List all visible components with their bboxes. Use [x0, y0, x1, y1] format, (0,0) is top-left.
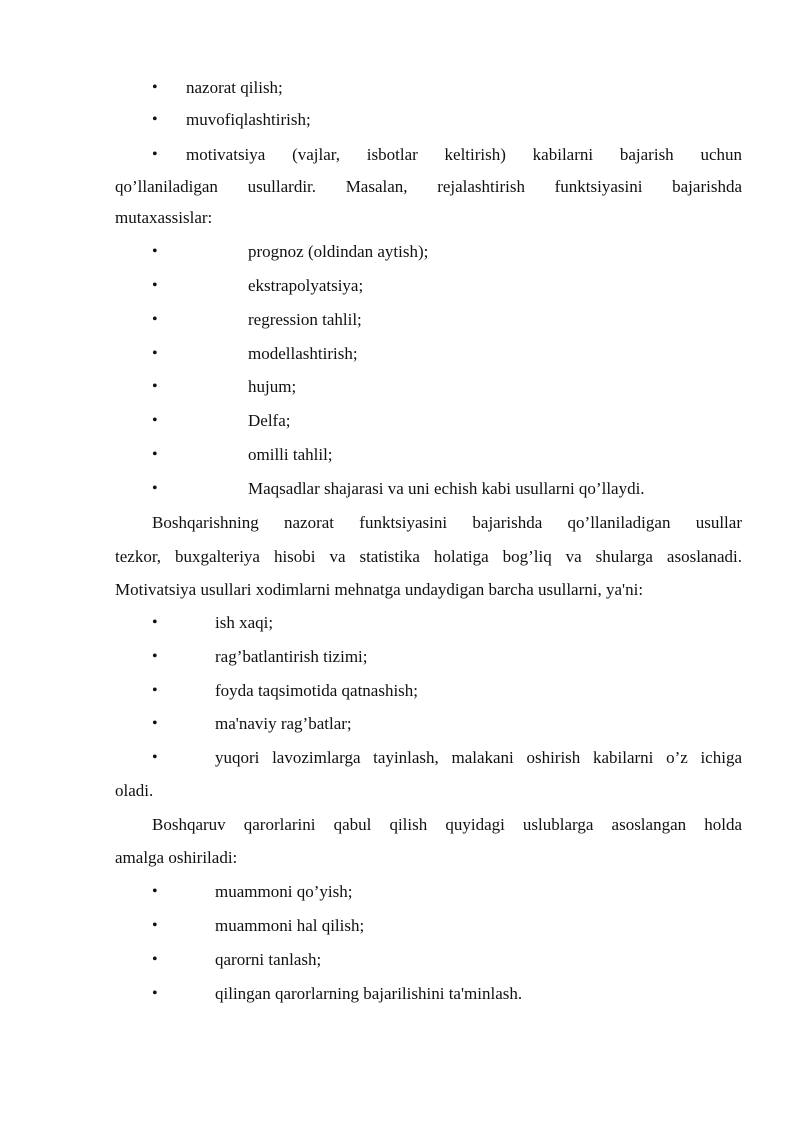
list-item: omilli tahlil; [248, 445, 333, 464]
paragraph-line: mutaxassislar: [115, 208, 213, 227]
list-item: Maqsadlar shajarasi va uni echish kabi usullarni qo’llaydi. [248, 479, 645, 498]
bullet: • [152, 614, 158, 631]
paragraph-line: amalga oshiriladi: [115, 848, 238, 867]
bullet: • [152, 715, 158, 732]
list-item: qarorni tanlash; [215, 950, 322, 969]
paragraph-line: Motivatsiya usullari xodimlarni mehnatga undaydigan barcha usullarni, ya'ni: [115, 580, 644, 599]
list-item: foyda taqsimotida qatnashish; [215, 681, 419, 700]
list-item: qilingan qarorlarning bajarilishini ta'minlash. [215, 984, 523, 1003]
bullet: • [152, 378, 158, 395]
bullet: • [152, 111, 158, 128]
bullet: • [152, 412, 158, 429]
bullet: • [152, 146, 158, 163]
list-item: rag’batlantirish tizimi; [215, 647, 368, 666]
paragraph-line: Boshqaruv qarorlarini qabul qilish quyidagi uslublarga asoslangan holda [152, 815, 742, 834]
list-item: Delfa; [248, 411, 291, 430]
list-item: yuqori lavozimlarga tayinlash, malakani oshirish kabilarni o’z ichiga [215, 748, 742, 767]
list-item: muvofiqlashtirish; [186, 110, 311, 129]
paragraph-line: Boshqarishning nazorat funktsiyasini bajarishda qo’llaniladigan usullar [152, 513, 742, 532]
list-item: ish xaqi; [215, 613, 274, 632]
bullet: • [152, 277, 158, 294]
list-item: prognoz (oldindan aytish); [248, 242, 429, 261]
list-item: modellashtirish; [248, 344, 358, 363]
list-item: muammoni hal qilish; [215, 916, 365, 935]
bullet: • [152, 985, 158, 1002]
list-item: ma'naviy rag’batlar; [215, 714, 352, 733]
bullet: • [152, 749, 158, 766]
bullet: • [152, 648, 158, 665]
bullet: • [152, 243, 158, 260]
list-item: ekstrapolyatsiya; [248, 276, 364, 295]
bullet: • [152, 951, 158, 968]
list-item: regression tahlil; [248, 310, 362, 329]
paragraph-line: qo’llaniladigan usullardir. Masalan, rejalashtirish funktsiyasini bajarishda [115, 177, 742, 196]
list-item: nazorat qilish; [186, 78, 283, 97]
list-item: hujum; [248, 377, 297, 396]
paragraph-line: oladi. [115, 781, 154, 800]
bullet: • [152, 311, 158, 328]
paragraph-line: tezkor, buxgalteriya hisobi va statistika holatiga bog’liq va shularga asoslanadi. [115, 547, 742, 566]
bullet: • [152, 883, 158, 900]
list-item: muammoni qo’yish; [215, 882, 353, 901]
bullet: • [152, 79, 158, 96]
bullet: • [152, 446, 158, 463]
bullet: • [152, 917, 158, 934]
bullet: • [152, 682, 158, 699]
paragraph-line: motivatsiya (vajlar, isbotlar keltirish) kabilarni bajarish uchun [186, 145, 742, 164]
bullet: • [152, 480, 158, 497]
bullet: • [152, 345, 158, 362]
